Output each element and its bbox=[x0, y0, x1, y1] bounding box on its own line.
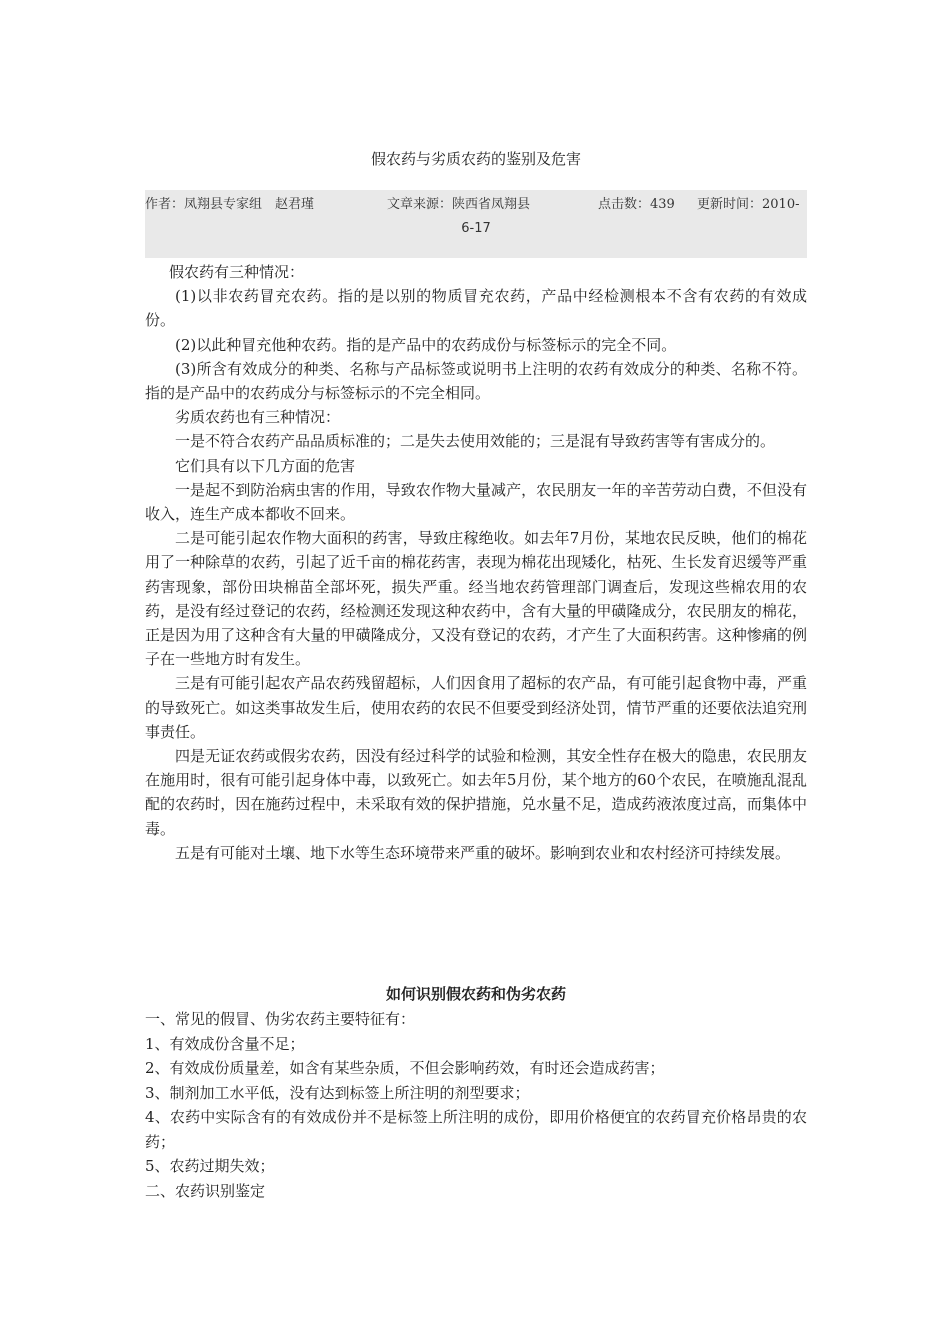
paragraph: (2)以此种冒充他种农药。指的是产品中的农药成份与标签标示的完全不同。 bbox=[175, 335, 677, 354]
paragraph: 劣质农药也有三种情况： bbox=[175, 408, 341, 427]
paragraph: 一是不符合农药产品品质标准的；二是失去使用效能的；三是混有导致药害等有害成分的。 bbox=[175, 432, 776, 451]
paragraph: (1)以非农药冒充农药。指的是以别的物质冒充农药，产品中经检测根本不含有农药的有效成份。 bbox=[145, 287, 807, 330]
paragraph: 假农药有三种情况： bbox=[169, 263, 305, 281]
meta-update-date: 6-17 bbox=[461, 221, 491, 236]
list-item: 4、农药中实际含有的有效成份并不是标签上所注明的成份，即用价格便宜的农药冒充价格昂贵的农药； bbox=[145, 1108, 807, 1151]
meta-author: 作者：凤翔县专家组 赵君瑾 bbox=[145, 197, 315, 212]
article-title: 假农药与劣质农药的鉴别及危害 bbox=[370, 150, 581, 168]
section-list bbox=[145, 1007, 807, 1203]
paragraph: 五是有可能对土壤、地下水等生态环境带来严重的破坏。影响到农业和农村经济可持续发展。 bbox=[175, 843, 791, 862]
paragraph: (3)所含有效成分的种类、名称与产品标签或说明书上注明的农药有效成分的种类、名称不符。指的是产品中的农药成分与标签标示的不完全相同。 bbox=[145, 359, 807, 403]
section-title: 如何识别假农药和伪劣农药 bbox=[385, 985, 566, 1003]
meta-source: 文章来源：陕西省凤翔县 bbox=[387, 197, 531, 212]
paragraph: 一是起不到防治病虫害的作用，导致农作物大量减产，农民朋友一年的辛苦劳动白费，不但没有收入，连生产成本都收不回来。 bbox=[145, 480, 807, 524]
list-item: 5、农药过期失效； bbox=[145, 1157, 275, 1175]
paragraph: 它们具有以下几方面的危害 bbox=[175, 456, 356, 475]
list-item: 1、有效成份含量不足； bbox=[145, 1034, 305, 1053]
list-item: 2、有效成份质量差，如含有某些杂质，不但会影响药效，有时还会造成药害； bbox=[145, 1059, 665, 1077]
article-body bbox=[145, 260, 807, 865]
paragraph: 二是可能引起农作物大面积的药害，导致庄稼绝收。如去年7月份，某地农民反映，他们的棉花用了一种除草的农药，引起了近千亩的棉花药害，表现为棉花出现矮化，枯死、生长发育迟缓等严重药害现象，部份田块棉苗全部坏死，损失严重。经当地农药管理部门调查后，发现这些棉农用的农药，是没有经过登记的农药，经检测还发现这种农药中，含有大量的甲磺隆成分，农民朋友的棉花，正是因为用了这种含有大量的甲磺隆成分，又没有登记的农药，才产生了大面积药害。这种惨痛的例子在一些地方时有发生。 bbox=[145, 529, 807, 669]
meta-update-time: 更新时间：2010- bbox=[697, 197, 800, 212]
list-item: 二、农药识别鉴定 bbox=[145, 1181, 266, 1200]
meta-hits: 点击数：439 bbox=[598, 197, 675, 212]
article-meta-bar bbox=[145, 190, 807, 258]
paragraph: 三是有可能引起农产品农药残留超标，人们因食用了超标的农产品，有可能引起食物中毒，严重的导致死亡。如这类事故发生后，使用农药的农民不但要受到经济处罚，情节严重的还要依法追究刑事责任。 bbox=[145, 674, 807, 741]
list-item: 3、制剂加工水平低，没有达到标签上所注明的剂型要求； bbox=[145, 1083, 530, 1102]
meta-row bbox=[145, 194, 807, 216]
paragraph: 四是无证农药或假劣农药，因没有经过科学的试验和检测，其安全性存在极大的隐患，农民朋友在施用时，很有可能引起身体中毒，以致死亡。如去年5月份，某个地方的60个农民，在喷施乱混乱配的农药时，因在施药过程中，未采取有效的保护措施，兑水量不足，造成药液浓度过高，而集体中毒。 bbox=[145, 747, 807, 838]
list-item: 一、常见的假冒、伪劣农药主要特征有： bbox=[145, 1010, 416, 1028]
